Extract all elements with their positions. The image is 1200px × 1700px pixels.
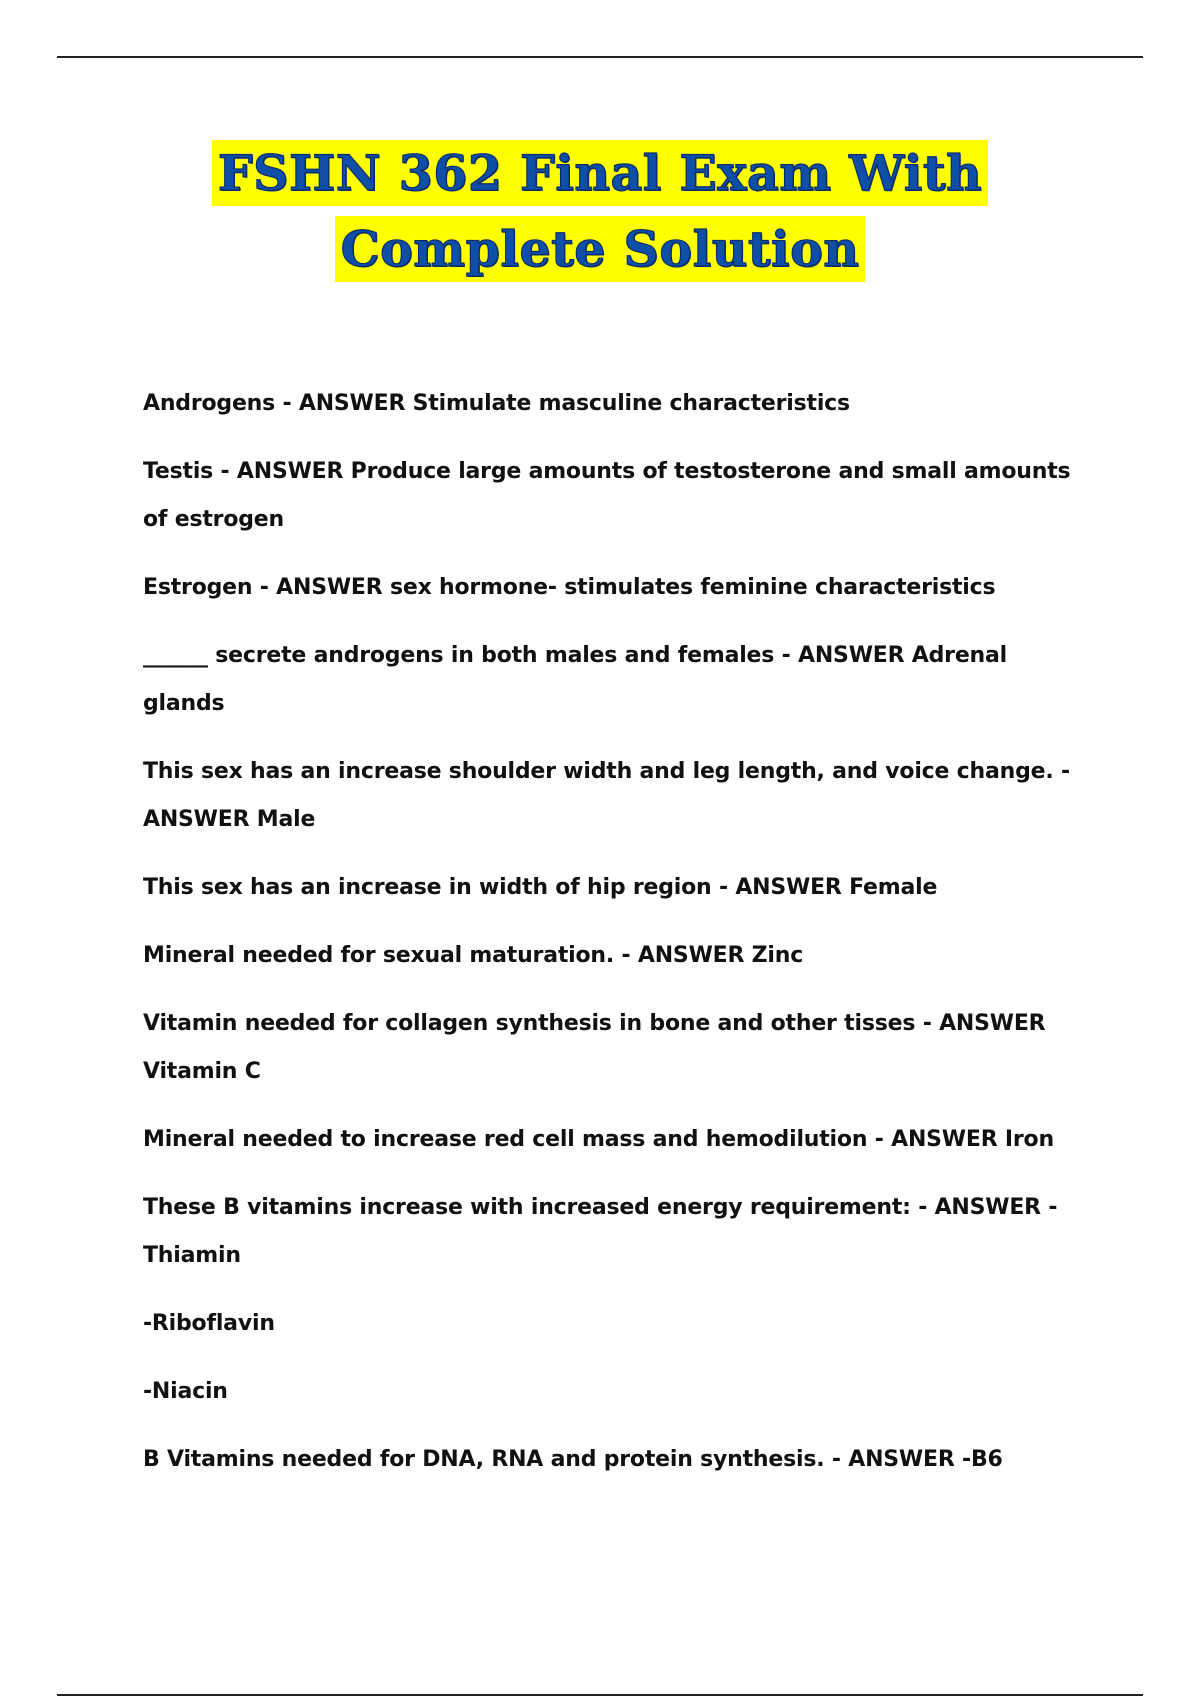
title-line-1: FSHN 362 Final Exam With (212, 140, 988, 206)
qa-item-vitamin-c: Vitamin needed for collagen synthesis in bone and other tisses - ANSWER Vitamin C (143, 1011, 1046, 1084)
qa-item-niacin: -Niacin (143, 1379, 228, 1404)
qa-item-androgens: Androgens - ANSWER Stimulate masculine characteristics (143, 391, 850, 416)
qa-item-zinc: Mineral needed for sexual maturation. - ANSWER Zinc (143, 943, 804, 968)
qa-item-iron: Mineral needed to increase red cell mass and hemodilution - ANSWER Iron (143, 1127, 1054, 1152)
qa-item-adrenal-glands: ______ secrete androgens in both males and females - ANSWER Adrenal glands (143, 643, 1007, 716)
qa-item-b-vitamins-energy: These B vitamins increase with increased energy requirement: - ANSWER -Thiamin (143, 1195, 1058, 1268)
qa-list (143, 380, 1078, 1504)
title-line-2: Complete Solution (335, 216, 866, 282)
qa-item-male: This sex has an increase shoulder width and leg length, and voice change. - ANSWER Male (143, 759, 1070, 832)
qa-item-riboflavin: -Riboflavin (143, 1311, 275, 1336)
top-rule (57, 56, 1143, 58)
bottom-rule (57, 1694, 1143, 1696)
qa-item-estrogen: Estrogen - ANSWER sex hormone- stimulates feminine characteristics (143, 575, 996, 600)
qa-item-female: This sex has an increase in width of hip region - ANSWER Female (143, 875, 938, 900)
document-title (0, 140, 1200, 282)
qa-item-b6: B Vitamins needed for DNA, RNA and protein synthesis. - ANSWER -B6 (143, 1447, 1003, 1472)
qa-item-testis: Testis - ANSWER Produce large amounts of testosterone and small amounts of estrogen (143, 459, 1071, 532)
